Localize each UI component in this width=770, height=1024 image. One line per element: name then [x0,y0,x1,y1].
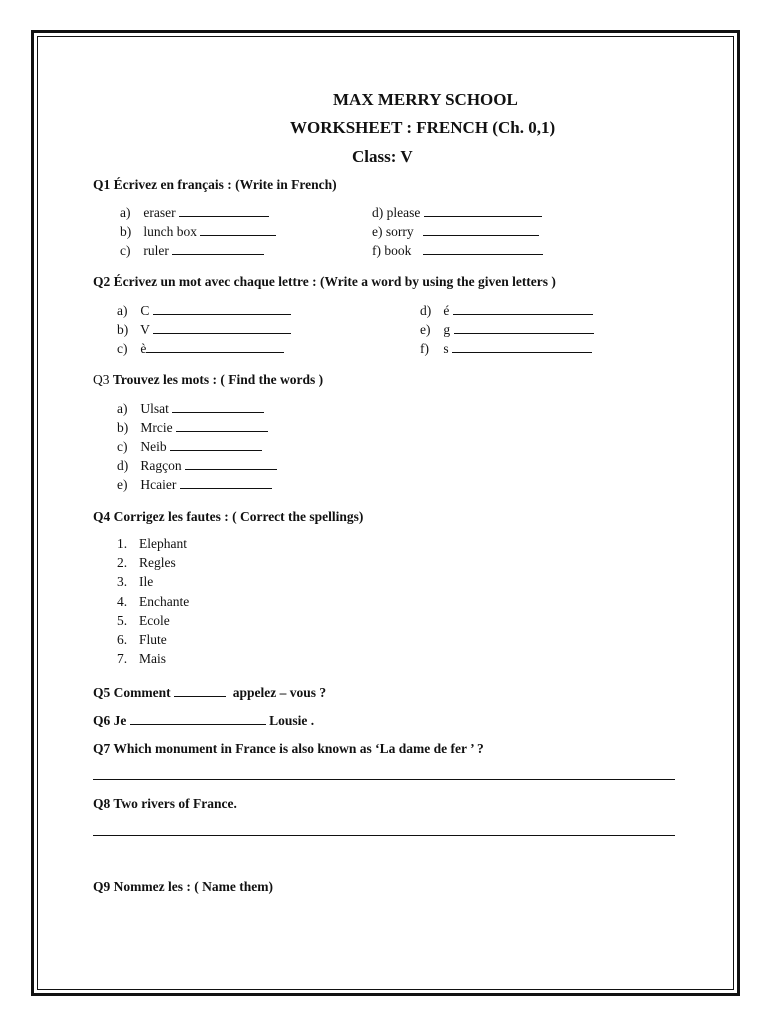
q3-item-a [117,400,264,417]
q7-title: Q7 Which monument in France is also known as ‘La dame de fer ’ ? [93,741,484,756]
q1-item-d [372,204,542,221]
q8-answer-line[interactable] [93,835,675,836]
q6-text-after: Lousie . [269,713,315,728]
item-text: please [386,205,421,220]
answer-blank[interactable] [172,242,264,255]
q1-item-e [372,223,539,240]
answer-blank[interactable] [153,302,291,315]
q2-item-f [420,340,592,357]
q2-item-e [420,321,594,338]
q3-item-c [117,438,262,455]
q2-item-a [117,302,291,319]
item-marker: d) [117,458,129,473]
q5-question [93,684,326,701]
q2-item-c [117,340,284,357]
item-text: Regles [139,555,176,570]
item-marker: b) [120,224,132,239]
item-text: Ecole [139,613,170,628]
item-text: V [140,322,150,337]
item-text: Elephant [139,536,187,551]
q1-title: Q1 Écrivez en français : (Write in French) [93,177,337,192]
q8-title: Q8 Two rivers of France. [93,796,237,811]
q4-title: Q4 Corrigez les fautes : ( Correct the spellings) [93,509,364,524]
item-marker: f) [420,341,429,356]
item-text: C [140,303,150,318]
item-marker: c) [117,341,128,356]
item-marker: a) [117,401,128,416]
item-marker: d) [420,303,432,318]
item-text: s [443,341,449,356]
q1-item-c [120,242,264,259]
item-marker: c) [117,439,128,454]
q3-instruction: Trouvez les mots : ( Find the words ) [112,372,324,387]
item-marker: b) [117,322,129,337]
answer-blank[interactable] [153,321,291,334]
item-text: Ile [139,574,154,589]
q3-item-d [117,457,277,474]
q3-item-b [117,419,268,436]
answer-blank[interactable] [179,204,269,217]
item-marker: d) [372,205,384,220]
item-text: g [443,322,451,337]
q3-title [93,372,323,388]
item-text: é [443,303,450,318]
item-text: Hcaier [140,477,177,492]
school-name: MAX MERRY SCHOOL [333,90,518,109]
answer-blank[interactable] [172,400,264,413]
answer-blank[interactable] [452,340,592,353]
item-number: 2. [117,555,128,570]
answer-blank[interactable] [454,321,594,334]
q6-text-before: Q6 Je [93,713,127,728]
item-marker: e) [372,224,383,239]
q1-item-f [372,242,543,259]
worksheet-title: WORKSHEET : FRENCH (Ch. 0,1) [290,118,556,137]
q2-item-b [117,321,291,338]
q5-text-after: appelez – vous ? [232,685,327,700]
item-text: Mais [139,651,166,666]
item-text: Ulsat [140,401,169,416]
item-number: 7. [117,651,128,666]
q5-text-before: Q5 Comment [93,685,171,700]
item-marker: a) [117,303,128,318]
item-text: è [140,341,147,356]
q4-item [117,632,167,648]
item-text: Enchante [139,594,190,609]
answer-blank[interactable] [424,204,542,217]
item-text: Mrcie [140,420,173,435]
answer-blank[interactable] [146,340,284,353]
item-number: 1. [117,536,128,551]
answer-blank[interactable] [176,419,268,432]
item-text: sorry [385,224,414,239]
q2-title: Q2 Écrivez un mot avec chaque lettre : (Write a word by using the given letters ) [93,274,556,289]
q4-item [117,613,170,629]
answer-blank[interactable] [130,712,266,725]
item-marker: c) [120,243,131,258]
class-label: Class: V [352,147,413,166]
q9-title: Q9 Nommez les : ( Name them) [93,879,273,894]
q1-item-b [120,223,276,240]
item-number: 5. [117,613,128,628]
answer-blank[interactable] [453,302,593,315]
item-number: 4. [117,594,128,609]
q7-answer-line[interactable] [93,779,675,780]
q1-item-a [120,204,269,221]
item-text: ruler [143,243,169,258]
q4-item [117,594,189,610]
item-marker: f) [372,243,381,258]
answer-blank[interactable] [423,242,543,255]
answer-blank[interactable] [174,684,226,697]
answer-blank[interactable] [200,223,276,236]
item-text: Ragçon [140,458,182,473]
item-number: 6. [117,632,128,647]
answer-blank[interactable] [180,476,272,489]
item-text: book [384,243,412,258]
q4-item [117,574,153,590]
q4-item [117,555,176,571]
item-text: eraser [143,205,176,220]
answer-blank[interactable] [170,438,262,451]
item-number: 3. [117,574,128,589]
item-marker: a) [120,205,131,220]
q6-question [93,712,314,729]
q4-item [117,536,187,552]
item-marker: b) [117,420,129,435]
item-marker: e) [117,477,128,492]
item-text: lunch box [143,224,197,239]
q4-item [117,651,166,667]
item-text: Neib [140,439,167,454]
q2-item-d [420,302,593,319]
q3-item-e [117,476,272,493]
answer-blank[interactable] [185,457,277,470]
item-marker: e) [420,322,431,337]
item-text: Flute [139,632,167,647]
answer-blank[interactable] [423,223,539,236]
q3-number: Q3 [93,372,113,387]
